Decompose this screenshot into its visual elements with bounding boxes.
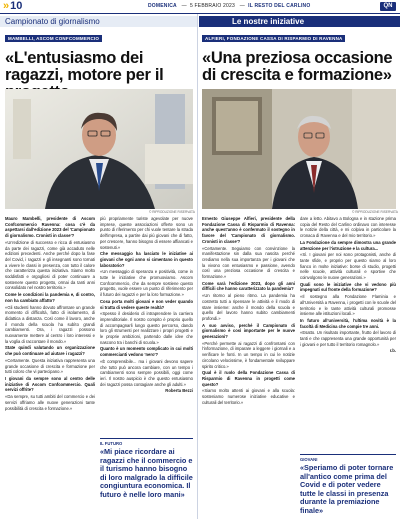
question: Ernesto Giuseppe Alfieri, presidente della Fondazione Cassa di Risparmio di Ravenna: anche quest'anno è confermato il sostegno in favore del 'Campionato di giornalismo. Cronisti in classe'? bbox=[202, 216, 295, 244]
page-number: »10 bbox=[3, 0, 23, 12]
left-box-label: IL FUTURO bbox=[100, 441, 123, 446]
question: I giovani da sempre sono al centro delle iniziative di Ascom Confcommercio. Quali servizi offrite? bbox=[5, 375, 95, 393]
right-box-divider bbox=[300, 454, 396, 455]
answer: «Un ritorno al pieno ritmo. La pandemia ha costretto tutti a ripensare le attività e il modo di stare insieme: anche il mondo della scuola e quello del lavoro hanno subito cambiamenti profondi.» bbox=[202, 293, 295, 321]
answer: «È comprensibile... ma i giovani devono sapere che tutto può ancora cambiare, con un tempo i cambiamenti sono sempre possibili, oggi come ieri. Il nostro auspicio è che questo entusiasmo dei ragazzi possa contagiare anche gli adulti.» bbox=[100, 358, 193, 387]
left-kicker: MAMBELLI, ASCOM CONFCOMMERCIO bbox=[5, 35, 102, 42]
answer: «Siamo molto attenti ai giovani e alla scuola: sosteniamo numerose iniziative educative e culturali del territorio.» bbox=[202, 388, 295, 405]
question: Come sarà l'edizione 2023, dopo gli anni difficili che hanno caratterizzato la pandemia? bbox=[202, 280, 295, 292]
answer: più propriamente turiste agevolate per nuove imprese, queste associazioni offerte sono un punto di riferimento per chi vuole tentare la strada dell'impresa, a partire dai più giovani che di fatto, per crescere, hanno bisogno di essere affiancati e sostenuti.» bbox=[100, 216, 193, 250]
section-bar-right: Le nostre iniziative bbox=[199, 16, 400, 27]
right-text-column-2 bbox=[300, 216, 396, 454]
answer: «Spesso il desiderio di intraprendere la carriera imprenditoriale. Il nostro compito è proprio quello di accompagnarli lungo questo percorso, dando loro gli strumenti per realizzare i propri progetti e le proprie ambizioni, partendo dalle idee che nascono tra i banchi di scuola.» bbox=[100, 311, 193, 345]
question: Quanto è un momento complicato in cui molti commercianti vedono 'nero'? bbox=[100, 346, 193, 358]
author-signature: r.b. bbox=[389, 348, 396, 354]
right-photo-caption: © RIPRODUZIONE RISERVATA bbox=[352, 210, 398, 214]
right-box-quote: «Speriamo di poter tornare all'antico come prima del Covid e di poter vedere tutte le classi in presenza durante la premiazione finale» bbox=[300, 463, 394, 515]
question: Cosa porta molti giovani e non veder quando si tratta di vedere queste realtà? bbox=[100, 298, 193, 310]
question: Che messaggio ha lasciato le iniziative ai giovani che ogni anno si cimentano in questo laboratorio? bbox=[100, 251, 193, 268]
answer: «Il sostegno alla Fondazione Flaminia e all'Università a Ravenna, i progetti con le scuole del territorio e le tante attività culturali promosse insieme alle istituzioni locali.» bbox=[300, 294, 396, 317]
left-headline: «L'entusiasmo dei ragazzi, motore per il bbox=[5, 49, 164, 84]
header-divider bbox=[0, 13, 400, 14]
dateline: DOMENICA — 5 FEBBRAIO 2023 — IL RESTO DEL CARLINO bbox=[148, 3, 311, 9]
question: Quali sono le iniziative che vi vedono più impegnati sul fronte della formazione? bbox=[300, 281, 396, 293]
portrait-alfieri-image bbox=[202, 89, 396, 209]
column-divider bbox=[197, 14, 198, 519]
answer: «Certamente. Seguiamo con convinzione la manifestazione sin dalla sua nascita perché crediamo nella sua importanza per i giovani che la vivono con entusiasmo e passione, avendo così una preziosa occasione di crescita e formazione.» bbox=[202, 245, 295, 280]
question: A suo avviso, perché il Campionato di giornalismo è così importante per le nuove generazioni? bbox=[202, 322, 295, 340]
left-photo-caption: © RIPRODUZIONE RISERVATA bbox=[149, 210, 195, 214]
answer: «Sì. I giovani per noi sono protagonisti, anche di tante sfide, e proprio per questo siamo al loro fianco in molte iniziative: borse di studio, progetti nelle scuole, attività culturali e sportive che coinvolgono le nuove generazioni.» bbox=[300, 252, 396, 281]
right-box-label: GIOVANI bbox=[300, 457, 318, 462]
left-box-divider bbox=[100, 438, 193, 439]
answer: «Certamente. Questa iniziativa rappresenta una grande occasione di crescita e formazione per tutti coloro che vi partecipano.» bbox=[5, 357, 95, 375]
answer: «Da sempre, su tutti ambiti del commercio e dei servizi offriamo alle nuove generazioni tante possibilità di crescita e formazione.» bbox=[5, 394, 95, 411]
question: La Fondazione da sempre dimostra una grande attenzione per l'istruzione e la cultura... bbox=[300, 239, 396, 251]
answer: «Esatto. Un risultato importante, frutto del lavoro di tanti e che rappresenta una grande opportunità per i giovani e per tutto il territorio romagnolo.» bbox=[300, 330, 396, 347]
author-signature: Roberta Bezzi bbox=[165, 388, 193, 394]
answer: «Perché permette ai ragazzi di confrontarsi con l'informazione, di imparare a leggere i giornali e a verificare le fonti. In un tempo in cui le notizie circolano velocissime, è fondamentale sviluppare spirito critico.» bbox=[202, 340, 295, 369]
answer: «Un messaggio di speranza e positività, come in tutte le iniziative che promuoviamo. Ascom Confcommercio, che da sempre sostiene questo progetto, vuole essere un punto di riferimento per il futuro dei ragazzi e per la loro formazione.» bbox=[100, 269, 193, 298]
answer: dare a letto. Abitavo a Bologna e in stazione prima copia del Resto del Carlino ordinavo con interesse le notizie della città, e mi colpiva in particolare la cronaca di Ravenna e del mio territorio.» bbox=[300, 216, 396, 239]
left-box-quote: «Mi piace ricordare ai ragazzi che il commercio e il turismo hanno bisogno di loro malgrado la difficile congiuntura economica. Il futuro è nelle loro mani» bbox=[100, 447, 193, 499]
question: Come le condizioni la pandemia e, di contro, non ha cambiato affatto? bbox=[5, 292, 95, 303]
answer: «Un'edizione di successo e ricca di entusiasmo da parte dei ragazzi, come già accaduto nelle edizioni precedenti. Anche perché dopo la fase del Covid, i ragazzi e gli insegnanti sono tornati a vivere le classi in presenza, con tutto il calore che caratterizza questa iniziativa. Siamo molto soddisfatti e orgogliosi di poter continuare a sostenere questo progetto, ormai da tanti anni consolidato nel nostro territorio.» bbox=[5, 239, 95, 291]
right-kicker: ALFIERI, FONDAZIONE CASSA DI RISPARMIO DI RAVENNA bbox=[202, 35, 345, 42]
question: In futuro all'università, l'ultima novità è la facoltà di Medicina che compie tre anni. bbox=[300, 317, 396, 329]
section-bar-left: Campionato di giornalismo bbox=[0, 16, 197, 27]
left-photo bbox=[5, 89, 193, 209]
right-headline: «Una preziosa occasione di crescita e formazione» bbox=[202, 49, 393, 84]
question: Qual è il ruolo della Fondazione Cassa di Risparmio di Ravenna in progetti come questo? bbox=[202, 370, 295, 387]
left-text-column-2 bbox=[100, 216, 193, 438]
left-text-column-1 bbox=[5, 216, 95, 518]
right-text-column-1 bbox=[202, 216, 295, 518]
answer: «Gli studenti hanno dovuto affrontare un grande momento di difficoltà, fatto di isolamento, di didattica a distanza. Così come il lavoro, anche il mondo della scuola ha subìto grandi cambiamenti. Ora, i ragazzi possono nuovamente mettere al centro i loro interessi e la voglia di raccontare il mondo.» bbox=[5, 304, 95, 344]
page-header bbox=[0, 0, 400, 14]
qn-logo: QN bbox=[380, 2, 396, 11]
question: Mauro Mambelli, presidente di Ascom Confcommercio Ravenna: cosa c'è da aspettarsi dall'edizione 2023 del 'Campionato di giornalismo. Cronisti in classe'? bbox=[5, 216, 95, 239]
question: State quindi valutando un organizzazione che può continuare ad aiutare i ragazzi? bbox=[5, 345, 95, 357]
right-photo bbox=[202, 89, 396, 209]
portrait-mambelli-image bbox=[5, 89, 193, 209]
